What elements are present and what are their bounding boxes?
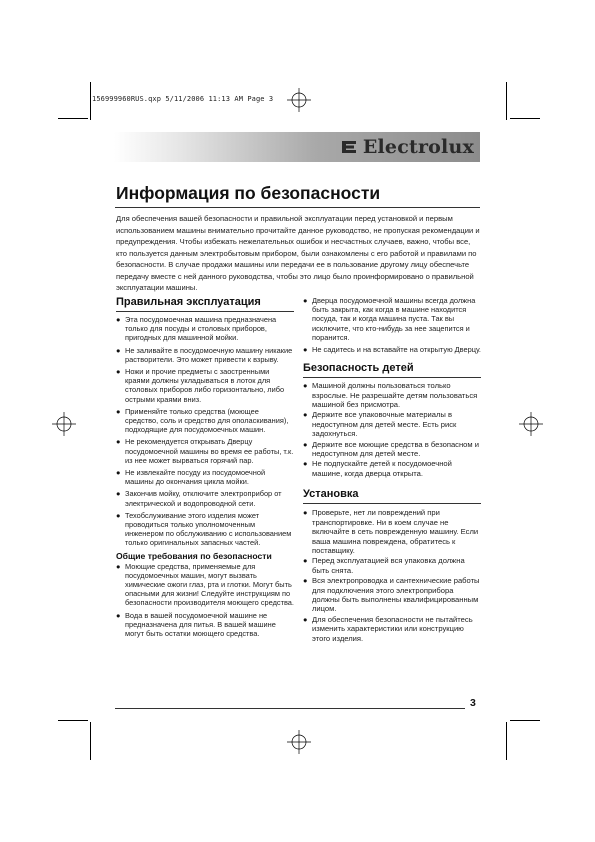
- list-item: ● Проверьте, нет ли повреждений при транспортировке. Ни в коем случае не включайте в сеть поврежденную машину. Если ваша машина повреждена, обратитесь к поставщику.: [303, 508, 481, 555]
- list-item: ● Держите все упаковочные материалы в недоступном для детей месте. Есть риск задохнуться.: [303, 410, 481, 438]
- section-rule: [303, 377, 481, 378]
- list-item: ● Для обеспечения безопасности не пытайтесь изменить характеристики или конструкцию этого изделия.: [303, 615, 481, 643]
- list-item: ● Не заливайте в посудомоечную машину никакие растворители. Это может привести к взрыву.: [116, 346, 294, 364]
- section-heading-proper-use: Правильная эксплуатация: [116, 296, 261, 308]
- list-item: ● Не подпускайте детей к посудомоечной машине, когда дверца открыта.: [303, 459, 481, 478]
- intro-paragraph: Для обеспечения вашей безопасности и правильной эксплуатации перед установкой и первым использованием машины внимательно прочитайте данное руководство, не пропуская рекомендации и предупреждения. Чтобы избежать нежелательных ошибок и несчастных случаев, важно, чтобы все, кто пользуется данным электробытовым прибором, были ознакомлены с его работой и правилами по безопасности. В случае продажи машины или передачи ее в пользование другому лицу обеспечьте передачу вместе с ней данного руководства, чтобы это лицо было проинформировано о правильной эксплуатации машины.: [116, 214, 480, 293]
- list-item: ● Эта посудомоечная машина предназначена только для посуды и столовых приборов, пригодных для машинной мойки.: [116, 315, 294, 343]
- section-rule: [116, 311, 294, 312]
- list-item: ● Ножи и прочие предметы с заостренными краями должны укладываться в лоток для столовых приборов либо горизонтально, либо острыми краями вниз.: [116, 367, 294, 404]
- list-item: ● Закончив мойку, отключите электроприбор от электрической и водопроводной сети.: [116, 489, 294, 507]
- crop-mark-top-right-v: [506, 82, 507, 120]
- header-band: [114, 132, 480, 162]
- list-item: ● Применяйте только средства (моющее средство, соль и средство для ополаскивания), подходящие для посудомоечных машин.: [116, 407, 294, 435]
- registration-mark-bottom-icon: [287, 730, 311, 754]
- crop-mark-bottom-right-h: [510, 720, 540, 721]
- list-item: ● Вся электропроводка и сантехнические работы для подключения этого электроприбора должны быть выполнены квалифицированным лицом.: [303, 576, 481, 614]
- door-safety-list: [303, 296, 481, 354]
- registration-mark-right-icon: [519, 412, 543, 436]
- page-number: 3: [470, 697, 476, 709]
- footer-rule: [115, 708, 465, 709]
- proper-use-list: [116, 315, 294, 548]
- registration-mark-left-icon: [52, 412, 76, 436]
- section-heading-installation: Установка: [303, 488, 359, 501]
- crop-mark-bottom-left-v: [90, 722, 91, 760]
- right-column: [303, 296, 481, 643]
- list-item: ● Не рекомендуется открывать Дверцу посудомоечной машины во время ее работы, т.к. из нее может вырваться горячий пар.: [116, 437, 294, 465]
- list-item: ● Вода в вашей посудомоечной машине не предназначена для питья. В вашей машине могут быть остатки моющего средства.: [116, 611, 294, 639]
- list-item: ● Не садитесь и на вставайте на открытую Дверцу.: [303, 345, 481, 354]
- list-item: ● Машиной должны пользоваться только взрослые. Не разрешайте детям пользоваться машиной без присмотра.: [303, 381, 481, 409]
- brand-name: Electrolux: [362, 136, 474, 158]
- electrolux-logo-icon: [339, 137, 359, 157]
- list-item: ● Дверца посудомоечной машины всегда должна быть закрыта, как когда в машине находится посуда, так и когда машина пуста. Так вы исключите, что кто-нибудь за нее зацепится и поранится.: [303, 296, 481, 342]
- crop-mark-top-left-v: [90, 82, 91, 120]
- general-safety-list: [116, 562, 294, 639]
- list-item: ● Моющие средства, применяемые для посудомоечных машин, могут вызвать химические ожоги глаз, рта и глотки. Могут быть опасными для жизни! Следуйте инструкциям по безопасности производителя моющего средства.: [116, 562, 294, 608]
- crop-mark-top-left-h: [58, 118, 88, 119]
- crop-mark-top-right-h: [510, 118, 540, 119]
- title-rule: [115, 207, 480, 208]
- registration-mark-top-icon: [287, 88, 311, 112]
- brand-logo: [339, 136, 474, 158]
- list-item: ● Перед эксплуатацией вся упаковка должна быть снята.: [303, 556, 481, 575]
- list-item: ● Не извлекайте посуду из посудомоечной машины до окончания цикла мойки.: [116, 468, 294, 486]
- left-column: [116, 296, 294, 638]
- page-title: Информация по безопасности: [116, 183, 381, 203]
- child-safety-list: [303, 381, 481, 478]
- installation-list: [303, 508, 481, 643]
- section-heading-child-safety: Безопасность детей: [303, 362, 414, 375]
- section-heading-general-safety: Общие требования по безопасности: [116, 550, 272, 561]
- crop-mark-bottom-left-h: [58, 720, 88, 721]
- list-item: ● Техобслуживание этого изделия может проводиться только уполномоченным инженером по обслуживанию с использованием только оригинальных запасных частей.: [116, 511, 294, 548]
- print-slug: 156999960RUS.qxp 5/11/2006 11:13 AM Page 3: [92, 95, 274, 103]
- crop-mark-bottom-right-v: [506, 722, 507, 760]
- list-item: ● Держите все моющие средства в безопасном и недоступном для детей месте.: [303, 440, 481, 459]
- section-rule: [303, 503, 481, 504]
